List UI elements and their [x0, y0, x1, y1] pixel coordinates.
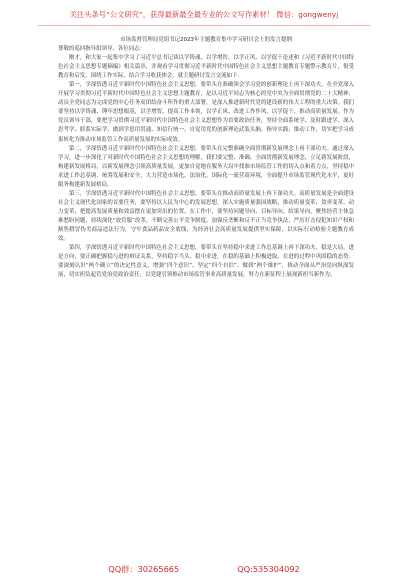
banner-text: 关注头条号“公文研究”，获得最新最全最专业的公文写作素材！ 微信：gongwenyj: [69, 10, 339, 19]
paragraph: 第三，学深悟透习近平新时代中国特色社会主义思想，要带头在推动高质量发展上再下深功夫。高质量发展是全面建设社会主义现代化国家的首要任务，要坚持以人民为中心的发展思想，深入实施质量强国战略，推动质量变革、效率变革、动力变革，把提高发展质量和效益摆在更加突出的位置。在工作中，要坚持问题导向、目标导向、结果导向，聚焦经营主体急难愁盼问题，持续深化“放管服”改革，不断完善公平竞争制度，加强反垄断和反不正当竞争执法，严厉打击侵犯知识产权和制售假冒伪劣商品违法行为，守牢食品药品安全底线，为经济社会高质量发展提供坚实保障，以实际行动检验主题教育成效。: [58, 190, 354, 243]
footer-qq-group: QQ群：30265665: [108, 563, 180, 574]
document-salutation: 尊敬的巡回指导组领导、各位同志：: [58, 46, 146, 53]
footer-contact: [0, 560, 408, 578]
top-banner: [0, 0, 408, 30]
document-title: 市场监督管理局党组书记2023年主题教育集中学习研讨会上的发言提纲: [120, 37, 292, 43]
paragraph: 第二，学深悟透习近平新时代中国特色社会主义思想，要带头在完整准确全面贯彻新发展理念上再下深功夫。通过深入学习，进一步深化了对新时代中国特色社会主义思想的理解，我们要完整、准确、全面贯彻新发展理念，立足新发展阶段，构建新发展格局，以新发展理念引领高质量发展，更加自觉地在服务大局中找准市场监管工作的切入点和着力点，坚持稳中求进工作总基调，统筹发展和安全，大力营造市场化、法治化、国际化一流营商环境，全面提升市场监管现代化水平，更好服务构建新发展格局。: [58, 145, 354, 188]
paragraph: 刚才，和大家一起集中学习了习近平总书记谈以学铸魂、以学增智、以学正风、以学促干论述和《习近平新时代中国特色社会主义思想专题摘编》相关篇章，并观看学习贯彻习近平新时代中国特色社会主义思想主题教育专题警示教育片，很受教育和启发。围绕工作实际，结合学习收获体会，就主题研讨发言交流如下：: [58, 55, 354, 80]
banner-divider: [38, 25, 370, 26]
paragraph: 第四，学深悟透习近平新时代中国特色社会主义思想，要带头在坚持稳中求进工作总基调上再下深功夫。稳是大局，进是方向，要正确把握稳与进的辩证关系，坚持稳字当头、稳中求进，在稳的基础上积极进取，在进的过程中巩固稳的态势。要深刻认识“两个确立”的决定性意义，增强“四个意识”、坚定“四个自信”、做到“两个维护”，推动全面从严治党向纵深发展，切实担负起管党治党政治责任，以党建引领推动市场监管事业高质量发展，努力在新征程上展现新担当新作为。: [58, 245, 354, 279]
paragraph: 第一，学深悟透习近平新时代中国特色社会主义思想，要带头在准确领会学习党的创新理论上再下深功夫。在全党深入开展学习贯彻习近平新时代中国特色社会主义思想主题教育，是以习近平同志为核心的党中央为全面贯彻党的二十大精神、动员全党同志为完成党的中心任务而团结奋斗所作的重大部署，是深入推进新时代党的建设新的伟大工程的重大决策。我们要坚持以学铸魂、锤牢思想根基，以学增智、提高工作本领，以学正风、改进工作作风，以学促干、推动高质量发展。作为党员领导干部，要把学习贯彻习近平新时代中国特色社会主义思想作为首要政治任务，坚持全面系统学、及时跟进学、深入思考学、联系实际学，做到学思用贯通、知信行统一，自觉用党的创新理论武装头脑、指导实践、推动工作，切实把学习成果转化为推动市场监管工作高质量发展的实际成效。: [58, 82, 354, 143]
footer-qq: QQ:535304092: [237, 564, 300, 574]
document-body: [58, 36, 354, 280]
